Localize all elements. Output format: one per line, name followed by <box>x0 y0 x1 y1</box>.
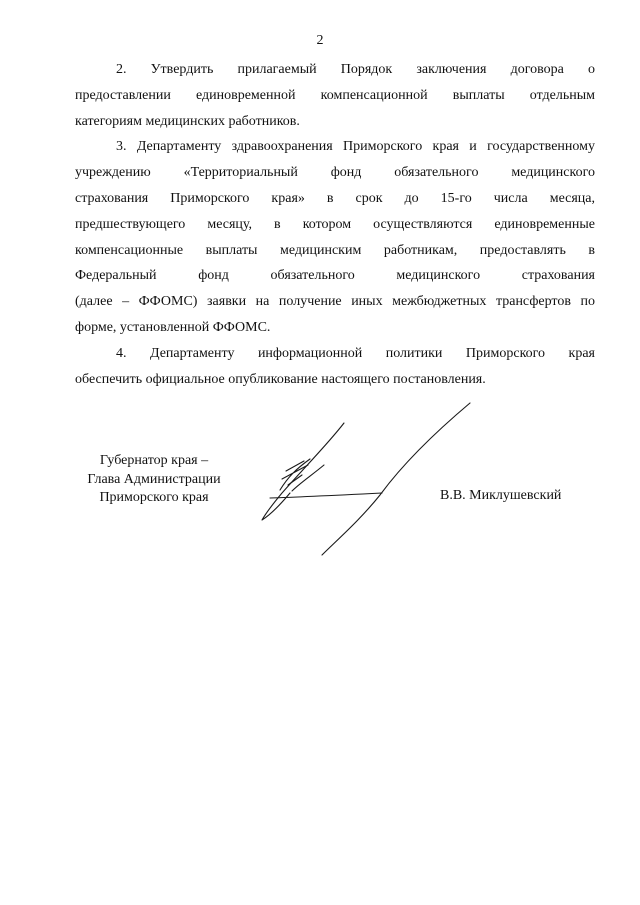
text-line: форме, установленной ФФОМС. <box>75 319 271 335</box>
text-line: обеспечить официальное опубликование настоящего постановления. <box>75 371 486 387</box>
text-line: 4. Департаменту информационной политики Приморского края <box>116 345 595 361</box>
text-line: страхования Приморского края» в срок до 15-го числа месяца, <box>75 190 595 206</box>
page-number: 2 <box>316 33 324 48</box>
signatory-title-line: Приморского края <box>99 490 209 505</box>
text-line: предшествующего месяцу, в котором осуществляются единовременные <box>75 216 595 232</box>
signatory-name: В.В. Миклушевский <box>440 488 562 503</box>
text-line: 2. Утвердить прилагаемый Порядок заключения договора о <box>116 62 595 77</box>
signatory-title-line: Губернатор края – <box>99 453 209 468</box>
text-line: (далее – ФФОМС) заявки на получение иных межбюджетных трансфертов по <box>75 294 595 310</box>
signatory-title <box>78 452 230 508</box>
text-line: учреждению «Территориальный фонд обязательного медицинского <box>75 165 595 181</box>
text-line: предоставлении единовременной компенсационной выплаты отдельным <box>75 87 595 103</box>
text-line: категориям медицинских работников. <box>75 113 300 129</box>
handwritten-signature <box>252 395 482 560</box>
signatory-title-line: Глава Администрации <box>87 471 221 487</box>
text-line: 3. Департаменту здравоохранения Приморского края и государственному <box>116 139 595 155</box>
text-line: компенсационные выплаты медицинским работникам, предоставлять в <box>75 242 595 258</box>
text-line: Федеральный фонд обязательного медицинского страхования <box>75 268 595 284</box>
